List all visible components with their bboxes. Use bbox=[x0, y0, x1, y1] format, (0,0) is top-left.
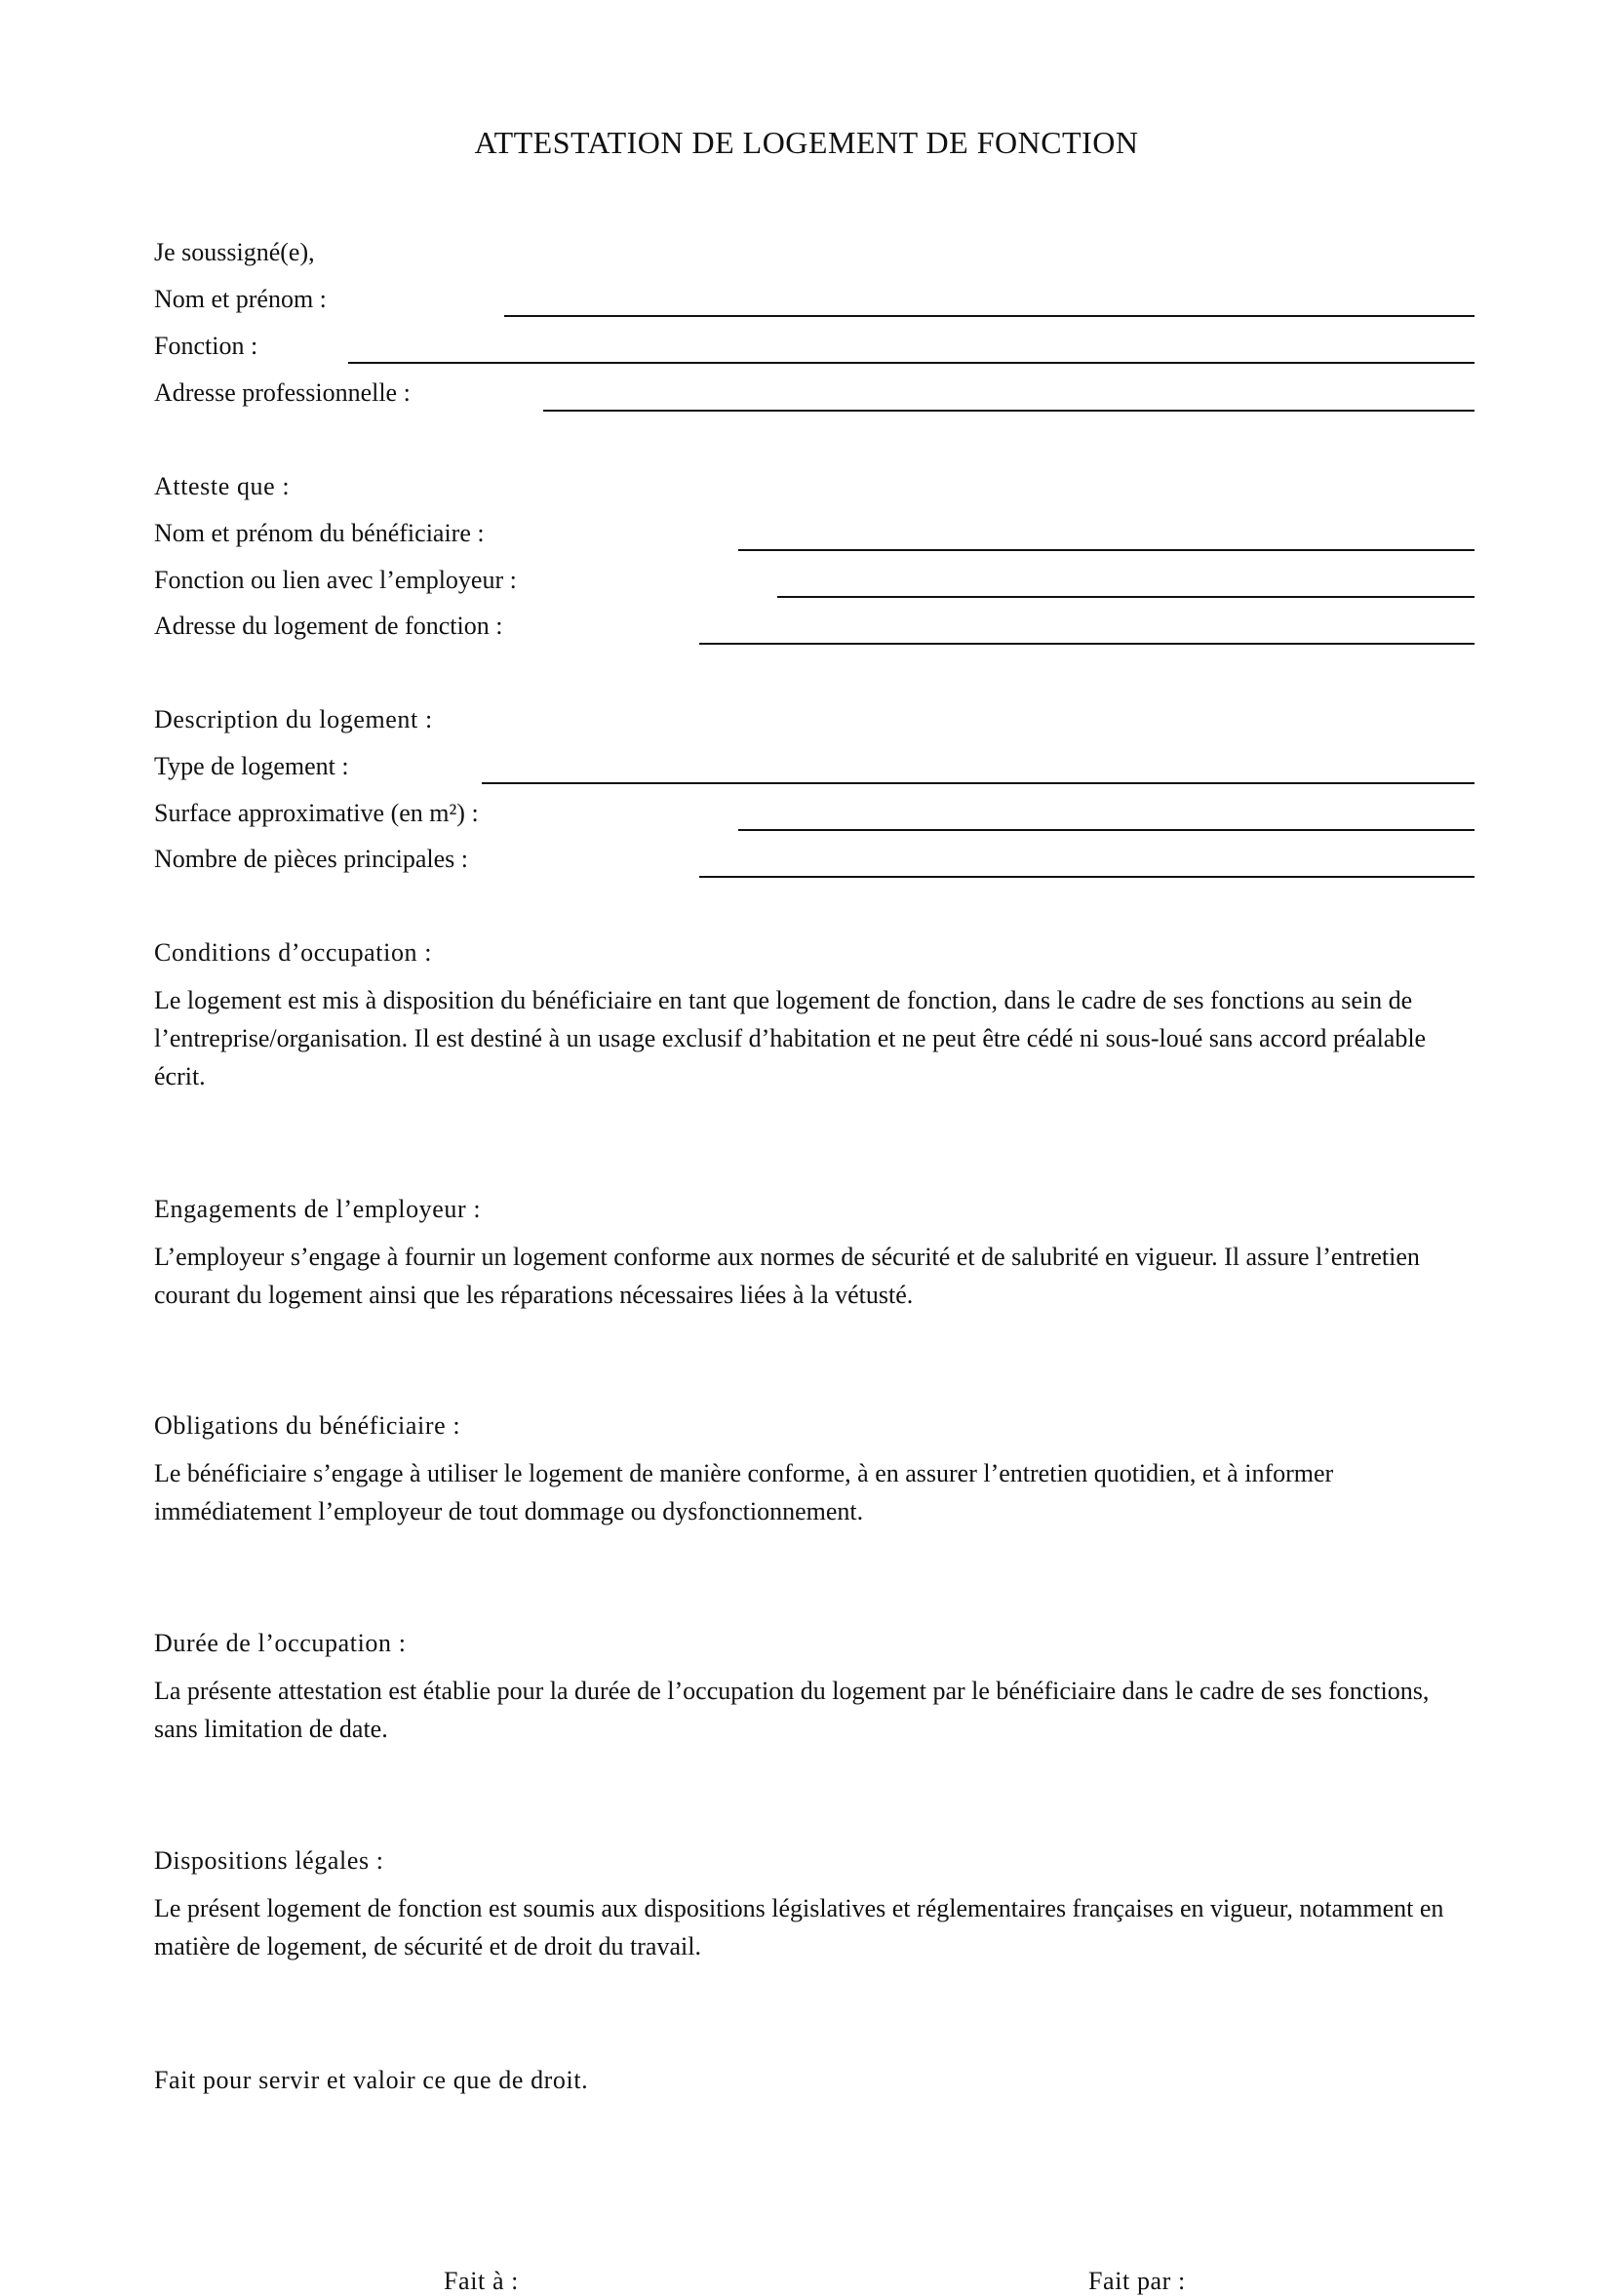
beneficiary-heading: Atteste que : bbox=[154, 472, 291, 500]
housing-type-label: Type de logement : bbox=[154, 752, 349, 780]
signatory-name-field[interactable] bbox=[504, 315, 1475, 317]
employer-heading: Engagements de l’employeur : bbox=[154, 1195, 482, 1223]
duration-text: La présente attestation est établie pour la durée de l’occupation du logement par le bénéficiaire dans le cadre de ses fonctions, sans limitation de date. bbox=[154, 1677, 1430, 1743]
conditions-heading: Conditions d’occupation : bbox=[154, 938, 433, 967]
conditions-text: Le logement est mis à disposition du bénéficiaire en tant que logement de fonction, dans le cadre de ses fonctions au sein de l’entreprise/organisation. Il est destiné à un usage exclusif d’habitation et ne peut être cédé ni sous-loué sans accord préalable écrit. bbox=[154, 986, 1427, 1090]
signatory-address-label: Adresse professionnelle : bbox=[154, 378, 411, 407]
beneficiary-relation-field[interactable] bbox=[777, 596, 1475, 598]
housing-rooms-field[interactable] bbox=[699, 876, 1475, 878]
obligations-heading: Obligations du bénéficiaire : bbox=[154, 1411, 461, 1440]
signatory-name-label: Nom et prénom : bbox=[154, 285, 327, 313]
signatory-address-field[interactable] bbox=[543, 410, 1475, 412]
description-heading: Description du logement : bbox=[154, 705, 433, 733]
housing-surface-field[interactable] bbox=[738, 829, 1475, 831]
beneficiary-name-field[interactable] bbox=[738, 549, 1475, 551]
obligations-text: Le bénéficiaire s’engage à utiliser le logement de manière conforme, à en assurer l’entretien quotidien, et à informer immédiatement l’employeur de tout dommage ou dysfonctionnement. bbox=[154, 1459, 1334, 1525]
signatory-function-field[interactable] bbox=[348, 362, 1475, 364]
signatory-function-label: Fonction : bbox=[154, 332, 258, 360]
beneficiary-name-label: Nom et prénom du bénéficiaire : bbox=[154, 519, 485, 547]
housing-surface-label: Surface approximative (en m²) : bbox=[154, 799, 479, 827]
signatory-intro: Je soussigné(e), bbox=[154, 238, 315, 266]
closing-statement: Fait pour servir et valoir ce que de droit. bbox=[154, 2066, 589, 2094]
signature-by-label: Fait par : bbox=[1088, 2267, 1186, 2295]
housing-address-label: Adresse du logement de fonction : bbox=[154, 612, 503, 640]
employer-text: L’employeur s’engage à fournir un logement conforme aux normes de sécurité et de salubrité en vigueur. Il assure l’entretien courant du logement ainsi que les réparations nécessaires liées à la vétusté. bbox=[154, 1243, 1420, 1309]
legal-text: Le présent logement de fonction est soumis aux dispositions législatives et réglementaires françaises en vigueur, notamment en matière de logement, de sécurité et de droit du travail. bbox=[154, 1894, 1444, 1960]
housing-address-field[interactable] bbox=[699, 643, 1475, 645]
document-title: ATTESTATION DE LOGEMENT DE FONCTION bbox=[474, 125, 1139, 160]
duration-heading: Durée de l’occupation : bbox=[154, 1629, 407, 1657]
housing-type-field[interactable] bbox=[482, 782, 1475, 784]
signature-place-label: Fait à : bbox=[444, 2267, 520, 2295]
housing-rooms-label: Nombre de pièces principales : bbox=[154, 845, 468, 873]
beneficiary-relation-label: Fonction ou lien avec l’employeur : bbox=[154, 566, 517, 594]
legal-heading: Dispositions légales : bbox=[154, 1846, 384, 1875]
